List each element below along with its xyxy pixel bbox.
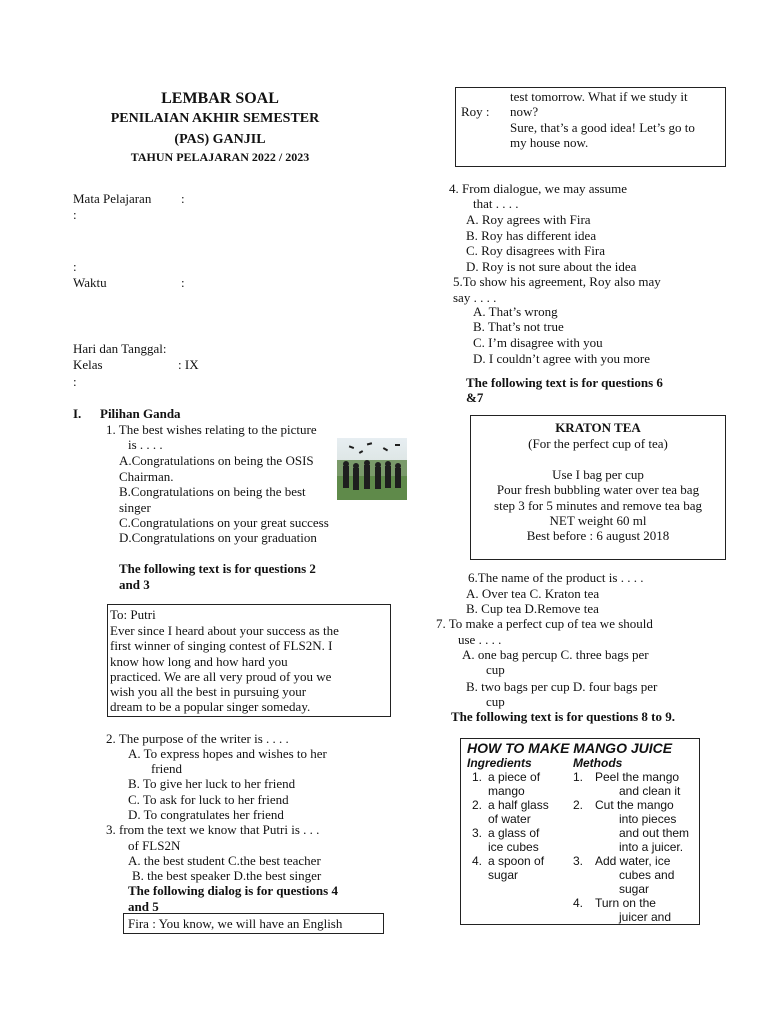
q3-options-bd: B. the best speaker D.the best singer [132, 868, 322, 883]
method-step-cont: cubes and [619, 868, 675, 882]
ingredient-number: 1. [472, 770, 483, 784]
method-step: Turn on the [595, 896, 656, 910]
q4-option-c: C. Roy disagrees with Fira [466, 243, 606, 258]
q4-stem: 4. From dialogue, we may assume [449, 181, 627, 196]
q1-option-b: B.Congratulations on being the best [119, 484, 306, 499]
time-label: Waktu [73, 275, 107, 290]
q2-option-a: A. To express hopes and wishes to her [128, 746, 327, 761]
class-colon: : [73, 374, 77, 389]
method-number: 1. [573, 770, 584, 784]
q6-stem: 6.The name of the product is . . . . [468, 570, 644, 585]
method-step: Peel the mango [595, 770, 680, 784]
product-tagline: (For the perfect cup of tea) [528, 436, 668, 451]
q5-option-b: B. That’s not true [473, 319, 564, 334]
method-step-cont: sugar [619, 882, 650, 896]
intro-q4-5: The following dialog is for questions 4 [128, 883, 338, 898]
page-title: LEMBAR SOAL [161, 90, 279, 107]
letter-line: first winner of singing contest of FLS2N. I [110, 638, 333, 653]
graduation-photo [337, 438, 407, 500]
q5-stem: 5.To show his agreement, Roy also may [453, 274, 661, 289]
intro-q6-7: The following text is for questions 6 [466, 375, 663, 390]
product-instruction: Pour fresh bubbling water over tea bag [496, 482, 700, 497]
letter-line: wish you all the best in pursuing your [110, 684, 307, 699]
q3-stem: 3. from the text we know that Putri is . . . [106, 822, 320, 837]
ingredient-number: 2. [472, 798, 483, 812]
q2-option-c: C. To ask for luck to her friend [128, 792, 289, 807]
q2-option-d: D. To congratulates her friend [128, 807, 284, 822]
q5-stem-cont: say . . . . [453, 290, 497, 305]
intro-q8-9: The following text is for questions 8 to 9. [451, 709, 676, 724]
product-name: KRATON TEA [555, 420, 641, 435]
product-instruction: Use I bag per cup [552, 467, 644, 482]
class-value: : IX [178, 357, 199, 372]
q1-option-a: A.Congratulations on being the OSIS [119, 453, 314, 468]
subject-label: Mata Pelajaran [73, 191, 152, 206]
method-step-cont: into a juicer. [619, 840, 684, 854]
method-number: 4. [573, 896, 584, 910]
q1-stem-cont: is . . . . [128, 437, 163, 452]
q4-option-b: B. Roy has different idea [466, 228, 597, 243]
q4-option-d: D. Roy is not sure about the idea [466, 259, 637, 274]
subject-colon-2: : [73, 207, 77, 222]
product-expiry: Best before : 6 august 2018 [526, 528, 670, 543]
letter-recipient: To: Putri [110, 607, 156, 622]
dialog-roy-line: my house now. [510, 135, 589, 150]
intro-q4-5-cont: and 5 [128, 899, 159, 914]
method-step-cont: and clean it [619, 784, 681, 798]
ingredient-item: a half glass [488, 798, 549, 812]
q3-options-ac: A. the best student C.the best teacher [128, 853, 321, 868]
q7-options-ac: A. one bag percup C. three bags per [462, 647, 649, 662]
intro-q2-3-cont: and 3 [119, 577, 150, 592]
letter-line: Ever since I heard about your success as the [110, 623, 339, 638]
q5-option-d: D. I couldn’t agree with you more [473, 351, 651, 366]
q1-stem: 1. The best wishes relating to the picture [106, 422, 317, 437]
letter-line: practiced. We are all very proud of you we [110, 669, 332, 684]
q2-option-a-cont: friend [151, 761, 183, 776]
dialog-fira-line: Fira : You know, we will have an English [128, 916, 343, 931]
method-step: Cut the mango [595, 798, 674, 812]
methods-heading: Methods [573, 756, 623, 770]
product-instruction: step 3 for 5 minutes and remove tea bag [494, 498, 702, 513]
ingredient-item-cont: ice cubes [488, 840, 539, 854]
q2-option-b: B. To give her luck to her friend [128, 776, 296, 791]
q5-option-c: C. I’m disagree with you [473, 335, 603, 350]
intro-q6-7-cont: &7 [466, 390, 484, 405]
method-step: Add water, ice [595, 854, 671, 868]
method-step-cont: into pieces [619, 812, 677, 826]
date-label: Hari dan Tanggal: [73, 341, 167, 356]
class-label: Kelas [73, 357, 103, 372]
exam-name: PENILAIAN AKHIR SEMESTER [110, 111, 320, 126]
q6-options-bd: B. Cup tea D.Remove tea [466, 601, 599, 616]
ingredient-number: 4. [472, 854, 483, 868]
method-step-cont: juicer and [619, 910, 672, 924]
time-colon-pre: : [73, 259, 77, 274]
q5-option-a: A. That’s wrong [473, 304, 558, 319]
ingredient-item-cont: of water [488, 812, 531, 826]
q1-option-c: C.Congratulations on your great success [119, 515, 329, 530]
q4-option-a: A. Roy agrees with Fira [466, 212, 591, 227]
section-number: I. [73, 406, 82, 421]
q6-options-ac: A. Over tea C. Kraton tea [466, 586, 600, 601]
method-number: 2. [573, 798, 584, 812]
ingredient-item: a piece of [488, 770, 541, 784]
intro-q2-3: The following text is for questions 2 [119, 561, 316, 576]
dialog-roy-speaker: Roy : [461, 104, 490, 119]
subject-colon: : [181, 191, 185, 206]
q1-option-a-cont: Chairman. [119, 469, 174, 484]
q7-options-bd-cont: cup [486, 694, 505, 709]
ingredient-item: a spoon of [488, 854, 545, 868]
ingredient-item-cont: sugar [488, 868, 519, 882]
ingredients-heading: Ingredients [467, 756, 532, 770]
q3-stem-cont: of FLS2N [128, 838, 181, 853]
recipe-title: HOW TO MAKE MANGO JUICE [467, 740, 673, 756]
exam-semester: (PAS) GANJIL [174, 132, 266, 147]
q2-stem: 2. The purpose of the writer is . . . . [106, 731, 289, 746]
dialog-roy-line: Sure, that’s a good idea! Let’s go to [510, 120, 695, 135]
dialog-roy-line: now? [510, 104, 539, 119]
q1-option-b-cont: singer [119, 500, 151, 515]
q7-options-bd: B. two bags per cup D. four bags per [466, 679, 658, 694]
letter-line: know how long and how hard you [110, 654, 288, 669]
q7-stem: 7. To make a perfect cup of tea we should [436, 616, 653, 631]
q7-options-ac-cont: cup [486, 662, 505, 677]
q4-stem-cont: that . . . . [473, 196, 519, 211]
product-weight: NET weight 60 ml [549, 513, 647, 528]
dialog-roy-line: test tomorrow. What if we study it [510, 89, 688, 104]
method-step-cont: and out them [619, 826, 690, 840]
method-number: 3. [573, 854, 584, 868]
ingredient-item: a glass of [488, 826, 540, 840]
section-title: Pilihan Ganda [100, 406, 181, 421]
q7-stem-cont: use . . . . [458, 632, 502, 647]
school-year: TAHUN PELAJARAN 2022 / 2023 [130, 150, 310, 164]
ingredient-number: 3. [472, 826, 483, 840]
ingredient-item-cont: mango [488, 784, 525, 798]
letter-line: dream to be a popular singer someday. [110, 699, 311, 714]
q1-option-d: D.Congratulations on your graduation [119, 530, 317, 545]
time-colon: : [181, 275, 185, 290]
